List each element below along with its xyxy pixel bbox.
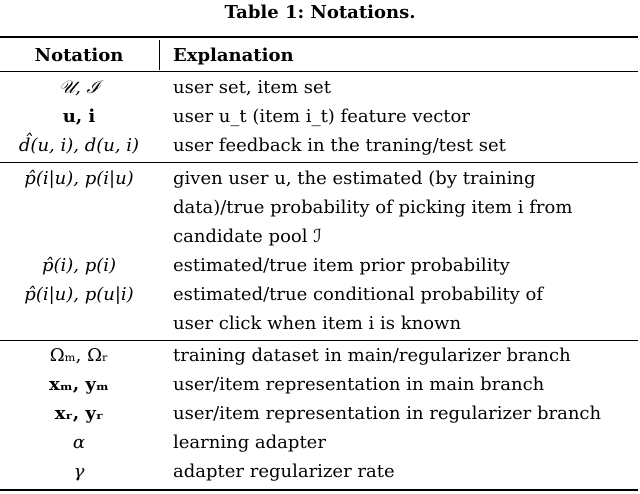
explanation-cell: adapter regularizer rate [173, 461, 395, 482]
notation-cell [0, 222, 158, 251]
notation-cell: xᵣ, yᵣ [54, 403, 104, 424]
notation-cell: p̂(i|u), p(i|u) [24, 168, 134, 189]
bottom-rule [0, 489, 638, 491]
notation-cell: u, i [62, 106, 96, 127]
header-notation: Notation [34, 45, 124, 66]
explanation-cell: estimated/true conditional probability of [173, 284, 544, 305]
top-rule [0, 36, 638, 38]
notation-cell: p̂(i|u), p(u|i) [24, 284, 134, 305]
notation-cell: α [72, 432, 86, 453]
group-rule [0, 162, 638, 163]
notation-cell [0, 193, 158, 222]
header-explanation: Explanation [173, 45, 294, 66]
header-rule [0, 71, 638, 72]
explanation-cell: user/item representation in regularizer branch [173, 403, 602, 424]
explanation-cell: user click when item i is known [173, 313, 462, 334]
explanation-cell: training dataset in main/regularizer branch [173, 345, 571, 366]
notation-cell: 𝒰, ℐ [58, 77, 100, 98]
explanation-cell: user u_t (item i_t) feature vector [173, 106, 470, 127]
table-caption: Table 1: Notations. [224, 2, 416, 23]
header-vertical-rule [159, 40, 160, 70]
notation-cell: Ωₘ, Ωᵣ [49, 345, 109, 366]
notation-cell: p̂(i), p(i) [41, 255, 117, 276]
explanation-cell: user feedback in the traning/test set [173, 135, 506, 156]
explanation-cell: user/item representation in main branch [173, 374, 545, 395]
notation-cell: d̂(u, i), d(u, i) [18, 135, 140, 156]
explanation-cell: data)/true probability of picking item i from [173, 197, 573, 218]
notation-cell: xₘ, yₘ [49, 374, 109, 395]
explanation-cell: estimated/true item prior probability [173, 255, 510, 276]
explanation-cell: learning adapter [173, 432, 326, 453]
explanation-cell: candidate pool ℐ [173, 226, 322, 247]
explanation-cell: given user u, the estimated (by training [173, 168, 536, 189]
notation-cell [0, 309, 158, 338]
notation-cell: γ [73, 461, 85, 482]
explanation-cell: user set, item set [173, 77, 331, 98]
